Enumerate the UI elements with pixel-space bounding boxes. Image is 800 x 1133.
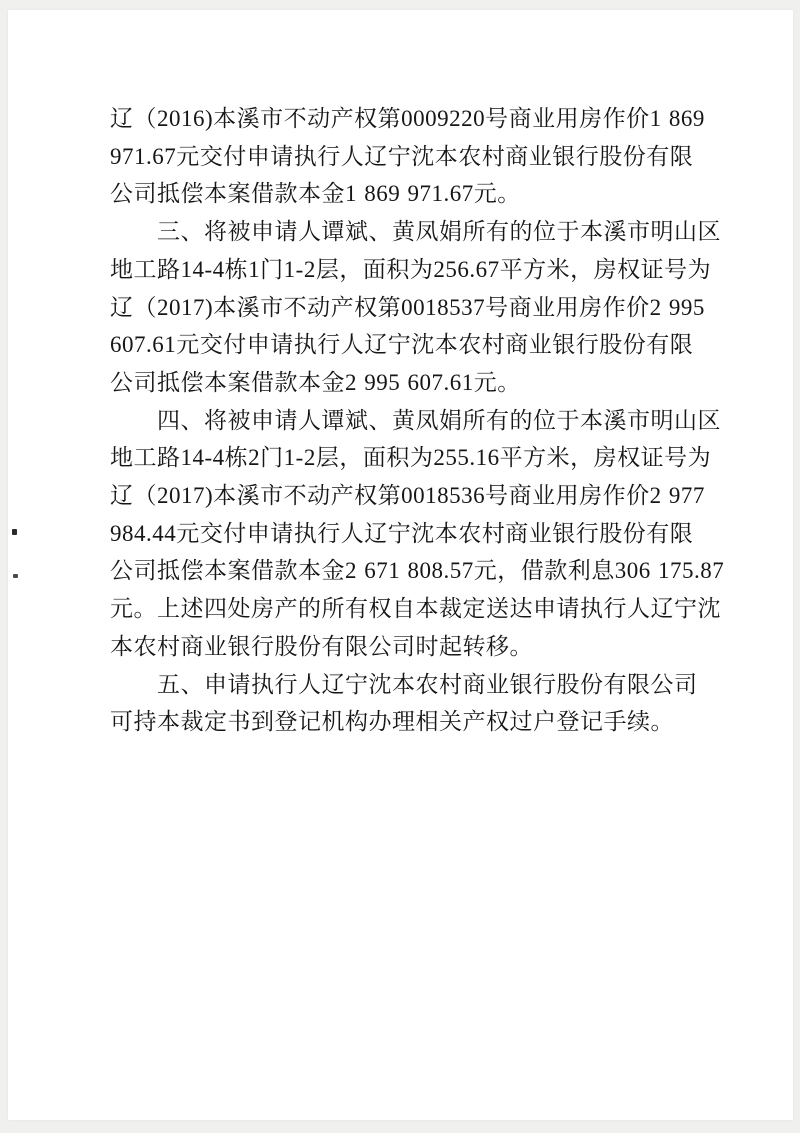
text-line: 公司抵偿本案借款本金2 671 808.57元，借款利息306 175.87 <box>110 558 725 584</box>
text-line: 辽（2016)本溪市不动产权第0009220号商业用房作价1 869 <box>110 106 705 131</box>
text-line: 607.61元交付申请执行人辽宁沈本农村商业银行股份有限 <box>110 332 694 358</box>
text-line: 可持本裁定书到登记机构办理相关产权过户登记手续。 <box>110 709 674 735</box>
text-line: 元。上述四处房产的所有权自本裁定送达申请执行人辽宁沈 <box>110 596 721 622</box>
text-line: 984.44元交付申请执行人辽宁沈本农村商业银行股份有限 <box>110 520 694 546</box>
text-line: 辽（2017)本溪市不动产权第0018536号商业用房作价2 977 <box>110 483 705 509</box>
document-body-text <box>110 100 725 741</box>
text-line: 公司抵偿本案借款本金1 869 971.67元。 <box>110 181 521 207</box>
text-line: 地工路14-4栋1门1-2层，面积为256.67平方米，房权证号为 <box>110 256 712 282</box>
text-line: 本农村商业银行股份有限公司时起转移。 <box>110 633 533 659</box>
text-line: 五、申请执行人辽宁沈本农村商业银行股份有限公司 <box>157 671 698 697</box>
text-line: 971.67元交付申请执行人辽宁沈本农村商业银行股份有限 <box>110 143 694 169</box>
text-line: 地工路14-4栋2门1-2层，面积为255.16平方米，房权证号为 <box>110 445 712 471</box>
ink-speck <box>12 529 17 535</box>
text-line: 公司抵偿本案借款本金2 995 607.61元。 <box>110 369 521 395</box>
text-line: 三、将被申请人谭斌、黄凤娟所有的位于本溪市明山区 <box>157 219 721 245</box>
document-page <box>8 10 793 1120</box>
text-line: 辽（2017)本溪市不动产权第0018537号商业用房作价2 995 <box>110 294 705 320</box>
ink-speck <box>13 574 18 578</box>
text-line: 四、将被申请人谭斌、黄凤娟所有的位于本溪市明山区 <box>157 407 721 433</box>
